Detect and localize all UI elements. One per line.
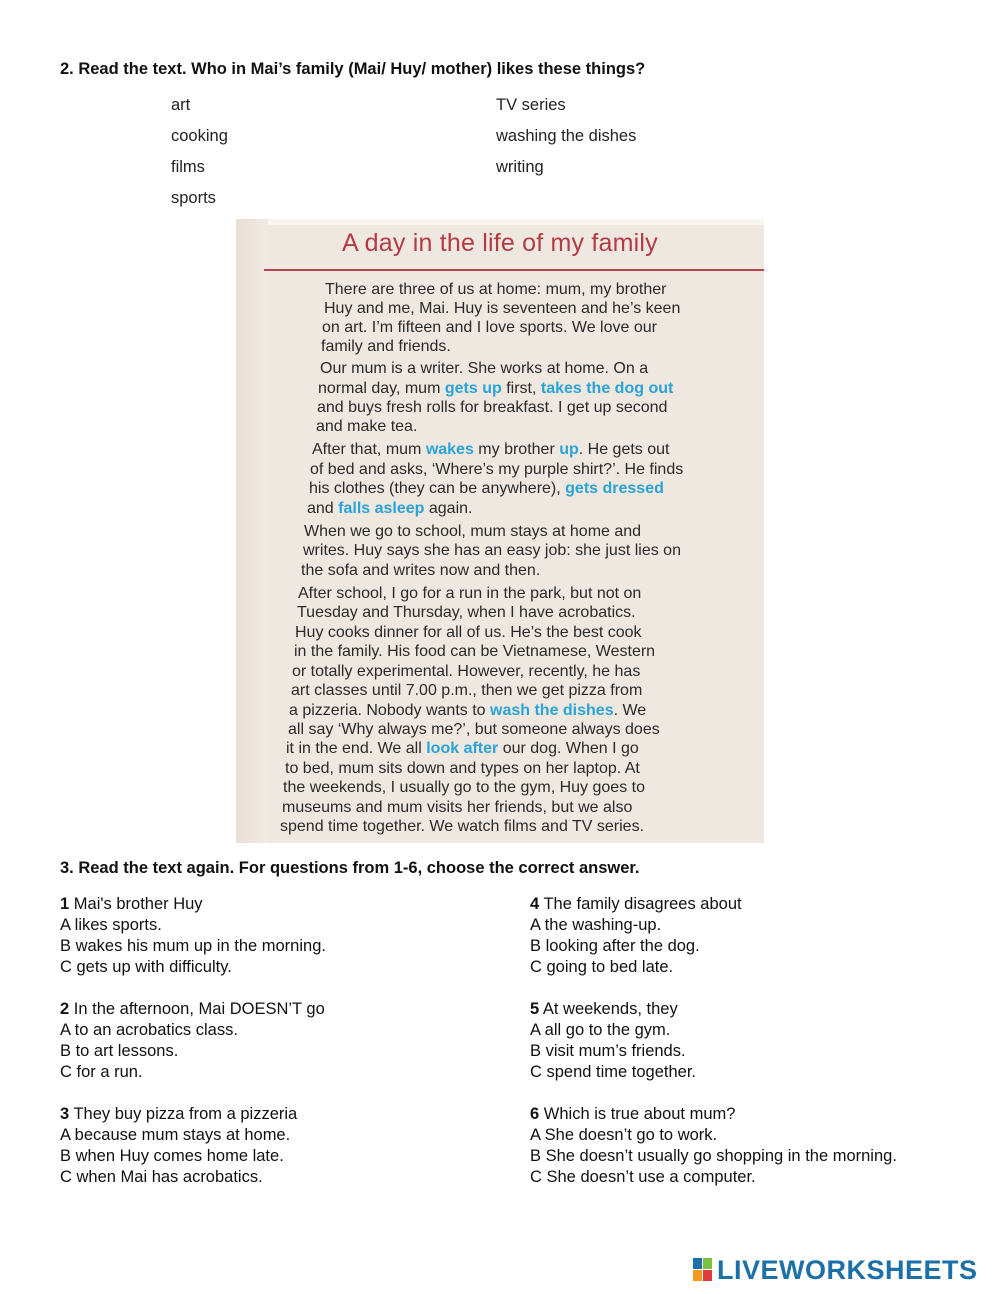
article-line — [312, 440, 669, 460]
question-stem — [530, 1104, 897, 1125]
highlighted-phrase: falls asleep — [338, 500, 425, 517]
article-text: normal day, mum — [318, 380, 445, 397]
word-list — [171, 95, 771, 219]
highlighted-phrase: wakes — [425, 441, 474, 458]
question-number: 4 — [530, 895, 540, 913]
question-number: 3 — [60, 1105, 70, 1123]
word-item: films — [171, 158, 205, 176]
article-text: After school, I go for a run in the park, but not on — [298, 585, 642, 602]
answer-option: B to art lessons. — [60, 1042, 179, 1060]
word-item: sports — [171, 189, 216, 207]
article-line — [285, 759, 640, 779]
highlighted-phrase: wash the dishes — [490, 702, 614, 719]
liveworksheets-logo — [693, 1255, 978, 1285]
article-top-edge — [236, 219, 764, 225]
question-stem — [530, 894, 742, 915]
article-text: his clothes (they can be anywhere), — [309, 480, 566, 497]
article-text: on art. I’m fifteen and I love sports. We love our — [322, 319, 657, 336]
answer-option: B looking after the dog. — [530, 937, 700, 955]
article-text: our dog. When I go — [498, 740, 639, 757]
question-5 — [530, 999, 696, 1083]
article-text: Huy cooks dinner for all of us. He’s the best cook — [295, 624, 642, 641]
article-line — [282, 798, 632, 818]
article-line — [307, 499, 472, 519]
answer-option: A all go to the gym. — [530, 1021, 671, 1039]
answer-option: B She doesn’t usually go shopping in the morning. — [530, 1147, 897, 1165]
word-item: art — [171, 96, 191, 114]
question-stem — [60, 894, 326, 915]
article-text: in the family. His food can be Vietnamese, Western — [294, 643, 656, 660]
answer-option: A the washing-up. — [530, 916, 662, 934]
article-text: or totally experimental. However, recently, he has — [292, 663, 641, 680]
logo-mark-icon — [693, 1258, 713, 1282]
question-stem — [530, 999, 696, 1020]
article-line — [310, 460, 683, 480]
question-stem — [60, 1104, 297, 1125]
highlighted-phrase: gets dressed — [565, 480, 664, 497]
article-line — [309, 479, 664, 499]
answer-option: B visit mum’s friends. — [530, 1042, 686, 1060]
article-line — [294, 642, 655, 662]
logo-text: LIVEWORKSHEETS — [717, 1254, 978, 1285]
word-item: writing — [496, 158, 544, 176]
article-title-rule — [264, 269, 764, 271]
article-line — [318, 379, 673, 399]
question-stem-text: Mai's brother Huy — [69, 895, 203, 913]
article-line — [283, 778, 645, 798]
article-text: There are three of us at home: mum, my brother — [325, 281, 667, 298]
answer-option: C when Mai has acrobatics. — [60, 1168, 263, 1186]
article-left-edge — [236, 219, 268, 843]
question-2 — [60, 999, 325, 1083]
article-line — [324, 299, 680, 319]
article-text: all say ‘Why always me?’, but someone always does — [288, 721, 660, 738]
logo-mark-tile — [703, 1258, 712, 1269]
answer-option: A to an acrobatics class. — [60, 1021, 238, 1039]
article-line — [303, 541, 681, 561]
answer-option: A because mum stays at home. — [60, 1126, 291, 1144]
question-stem — [60, 999, 325, 1020]
article-text: museums and mum visits her friends, but we also — [282, 799, 633, 816]
question-stem-text: Which is true about mum? — [539, 1105, 736, 1123]
article-line — [301, 561, 540, 581]
word-item: cooking — [171, 127, 228, 145]
answer-option: C for a run. — [60, 1063, 143, 1081]
highlighted-phrase: look after — [426, 740, 499, 757]
article-text: a pizzeria. Nobody wants to — [289, 702, 490, 719]
article-line — [321, 337, 451, 357]
answer-option: C spend time together. — [530, 1063, 697, 1081]
article-line — [298, 584, 641, 604]
question-number: 1 — [60, 895, 70, 913]
article-text: Huy and me, Mai. Huy is seventeen and he’s keen — [324, 300, 681, 317]
answer-option: B wakes his mum up in the morning. — [60, 937, 326, 955]
exercise-2-heading: 2. Read the text. Who in Mai’s family (Mai/ Huy/ mother) likes these things? — [60, 60, 646, 78]
logo-mark-tile — [693, 1270, 702, 1281]
article-text: art classes until 7.00 p.m., then we get pizza from — [291, 682, 643, 699]
article-text: it in the end. We all — [286, 740, 427, 757]
question-stem-text: In the afternoon, Mai DOESN’T go — [69, 1000, 325, 1018]
article-line — [280, 817, 644, 837]
highlighted-phrase: takes the dog out — [540, 380, 674, 397]
article-text: and buys fresh rolls for breakfast. I get up second — [317, 399, 668, 416]
question-3 — [60, 1104, 297, 1188]
answer-option: C going to bed late. — [530, 958, 674, 976]
answer-option: C gets up with difficulty. — [60, 958, 232, 976]
article-text: and make tea. — [316, 418, 418, 435]
article-text: After that, mum — [312, 441, 426, 458]
article-text: . He gets out — [578, 441, 670, 458]
article-text: and — [307, 500, 339, 517]
article-text: of bed and asks, ‘Where’s my purple shirt?’. He finds — [310, 461, 684, 478]
article-line — [317, 398, 667, 418]
highlighted-phrase: gets up — [444, 380, 502, 397]
article-line — [288, 720, 660, 740]
article-line — [286, 739, 639, 759]
highlighted-phrase: up — [559, 441, 579, 458]
word-item: washing the dishes — [496, 127, 637, 145]
question-stem-text: At weekends, they — [539, 1000, 678, 1018]
question-number: 6 — [530, 1105, 540, 1123]
article-title: A day in the life of my family — [342, 229, 658, 257]
answer-option: A likes sports. — [60, 916, 162, 934]
logo-mark-tile — [693, 1258, 702, 1269]
article-text: spend time together. We watch films and TV series. — [280, 818, 645, 835]
article-text: Tuesday and Thursday, when I have acrobatics. — [297, 604, 636, 621]
article-text: Our mum is a writer. She works at home. On a — [320, 360, 649, 377]
article-text: When we go to school, mum stays at home and — [304, 523, 642, 540]
logo-mark-tile — [703, 1270, 712, 1281]
article-text: family and friends. — [321, 338, 451, 355]
article-text: the sofa and writes now and then. — [301, 562, 541, 579]
article-text: my brother — [473, 441, 560, 458]
article-line — [289, 701, 646, 721]
article-text: writes. Huy says she has an easy job: she just lies on — [303, 542, 681, 559]
answer-option: C She doesn’t use a computer. — [530, 1168, 756, 1186]
question-stem-text: They buy pizza from a pizzeria — [69, 1105, 298, 1123]
article-text: first, — [501, 380, 541, 397]
article-line — [320, 359, 648, 379]
article-image — [236, 219, 764, 843]
question-number: 2 — [60, 1000, 70, 1018]
article-line — [291, 681, 642, 701]
article-line — [304, 522, 641, 542]
article-line — [297, 603, 636, 623]
word-item: TV series — [496, 96, 566, 114]
article-text: the weekends, I usually go to the gym, Huy goes to — [283, 779, 645, 796]
article-line — [316, 417, 417, 437]
answer-option: A She doesn’t go to work. — [530, 1126, 718, 1144]
article-line — [295, 623, 642, 643]
question-number: 5 — [530, 1000, 540, 1018]
question-4 — [530, 894, 742, 978]
answer-option: B when Huy comes home late. — [60, 1147, 284, 1165]
exercise-3-heading: 3. Read the text again. For questions from 1-6, choose the correct answer. — [60, 859, 640, 877]
article-text: to bed, mum sits down and types on her laptop. At — [285, 760, 640, 777]
question-stem-text: The family disagrees about — [539, 895, 742, 913]
article-line — [292, 662, 640, 682]
article-text: . We — [613, 702, 647, 719]
question-6 — [530, 1104, 897, 1188]
article-line — [322, 318, 657, 338]
question-1 — [60, 894, 326, 978]
article-line — [325, 280, 666, 300]
article-text: again. — [424, 500, 473, 517]
